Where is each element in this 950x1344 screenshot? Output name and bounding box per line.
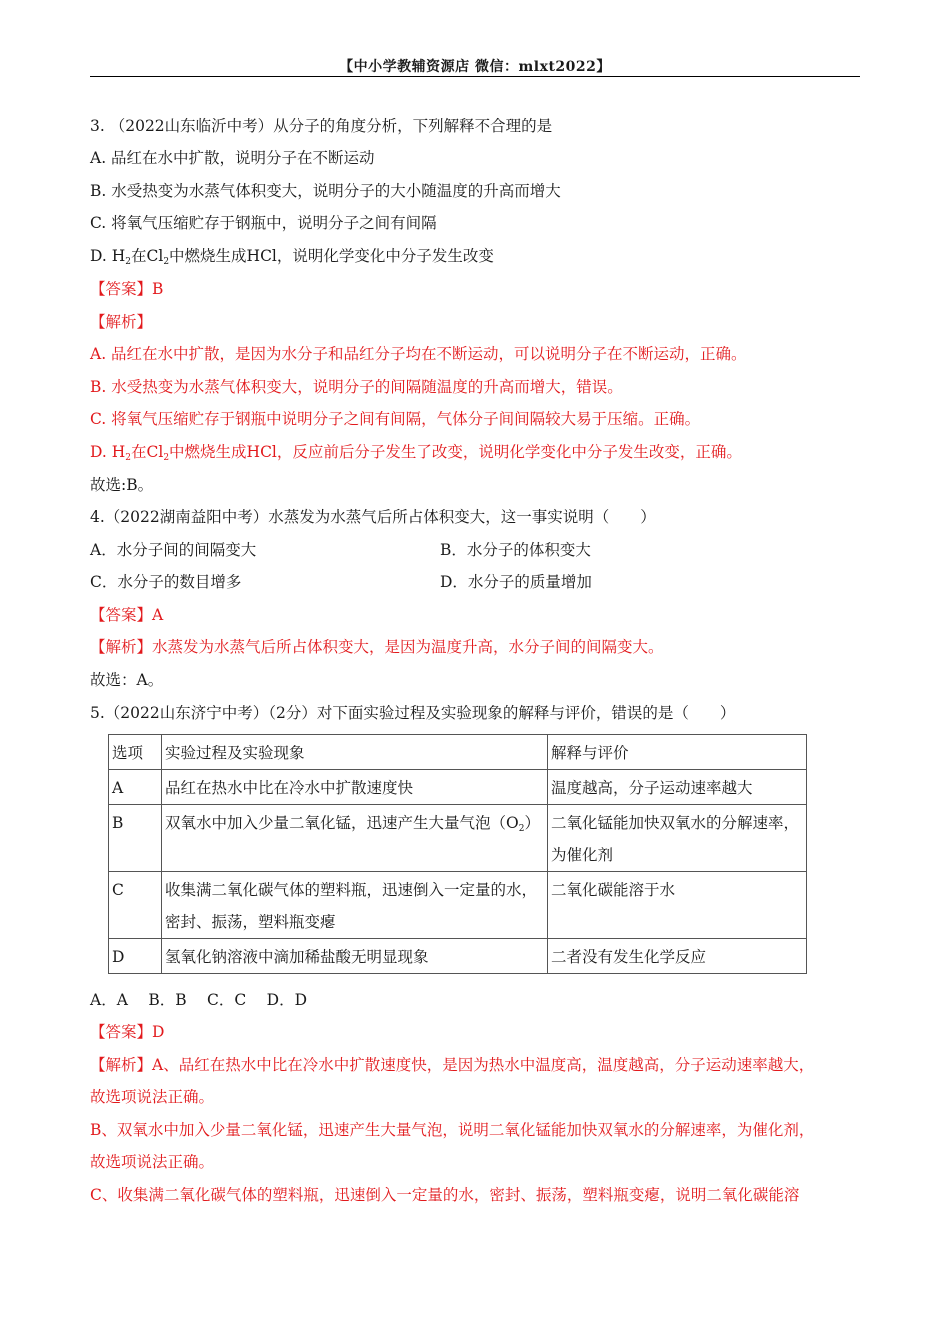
header-rule <box>90 76 860 77</box>
q4-option-d: D．水分子的质量增加 <box>440 573 592 591</box>
table-header-option: 选项 <box>109 735 162 770</box>
q5-analysis-b: B、双氧水中加入少量二氧化锰，迅速产生大量气泡，说明二氧化锰能加快双氧水的分解速率，为催化剂， <box>90 1121 815 1139</box>
q4-option-b: B．水分子的体积变大 <box>440 541 591 559</box>
table-header-row <box>109 735 807 770</box>
q3-explain-a: A. 品红在水中扩散，是因为水分子和品红分子均在不断运动，可以说明分子在不断运动，正确。 <box>90 345 747 363</box>
q5-analysis-a: 【解析】A、品红在热水中比在冷水中扩散速度快，是因为热水中温度高，温度越高，分子运动速率越大， <box>90 1056 815 1074</box>
q5-analysis-b-cont: 故选项说法正确。 <box>90 1153 215 1171</box>
table-cell-option: C <box>109 872 162 939</box>
table-cell-process: 收集满二氧化碳气体的塑料瓶，迅速倒入一定量的水，密封、振荡，塑料瓶变瘪 <box>162 872 548 939</box>
q4-conclusion: 故选：A。 <box>90 671 164 689</box>
table-row <box>109 805 807 872</box>
q3-option-a: A. 品红在水中扩散，说明分子在不断运动 <box>90 149 375 167</box>
q3-option-c: C. 将氧气压缩贮存于钢瓶中，说明分子之间有间隔 <box>90 214 437 232</box>
table-cell-option: B <box>109 805 162 872</box>
table-cell-process: 品红在热水中比在冷水中扩散速度快 <box>162 770 548 805</box>
q3-analysis-tag: 【解析】 <box>90 313 153 331</box>
table-cell-evaluation: 二氧化碳能溶于水 <box>548 872 807 939</box>
q3-option-d: D. $H_2$在$Cl_2$中燃烧生成HCl，说明化学变化中分子发生改变 <box>90 247 494 267</box>
q3-explain-c: C. 将氧气压缩贮存于钢瓶中说明分子之间有间隔，气体分子间间隔较大易于压缩。正确。 <box>90 410 701 428</box>
table-row <box>109 770 807 805</box>
table-header-evaluation: 解释与评价 <box>548 735 807 770</box>
q3-explain-d: D. $H_2$在$Cl_2$中燃烧生成HCl，反应前后分子发生了改变，说明化学变化中分子发生改变，正确。 <box>90 443 742 463</box>
page-header: 【中小学教辅资源店 微信：mlxt2022】 <box>339 59 611 75</box>
table-header-process: 实验过程及实验现象 <box>162 735 548 770</box>
q5-stem: 5.（2022山东济宁中考）（2分）对下面实验过程及实验现象的解释与评价，错误的是（ ） <box>90 704 736 722</box>
table-cell-evaluation: 温度越高，分子运动速率越大 <box>548 770 807 805</box>
q3-stem: 3. （2022山东临沂中考）从分子的角度分析，下列解释不合理的是 <box>90 117 553 135</box>
q4-analysis: 【解析】水蒸发为水蒸气后所占体积变大，是因为温度升高，水分子间的间隔变大。 <box>90 638 664 656</box>
q5-choices: A．A B．B C．C D．D <box>90 991 308 1009</box>
q4-answer: 【答案】A <box>90 606 164 624</box>
table-row <box>109 939 807 974</box>
table-cell-process: 双氧水中加入少量二氧化锰，迅速产生大量气泡$(O_2)$ <box>162 805 548 872</box>
q3-conclusion: 故选:B。 <box>90 476 154 494</box>
q4-option-a: A．水分子间的间隔变大 <box>90 541 257 559</box>
q5-table <box>108 734 807 974</box>
q3-explain-b: B. 水受热变为水蒸气体积变大，说明分子的间隔随温度的升高而增大，错误。 <box>90 378 623 396</box>
table-cell-evaluation: 二者没有发生化学反应 <box>548 939 807 974</box>
q5-answer: 【答案】D <box>90 1023 165 1041</box>
table-cell-process: 氢氧化钠溶液中滴加稀盐酸无明显现象 <box>162 939 548 974</box>
q3-answer: 【答案】B <box>90 280 164 298</box>
q3-option-b: B. 水受热变为水蒸气体积变大，说明分子的大小随温度的升高而增大 <box>90 182 561 200</box>
table-cell-evaluation: 二氧化锰能加快双氧水的分解速率，为催化剂 <box>548 805 807 872</box>
q5-analysis-a-cont: 故选项说法正确。 <box>90 1088 215 1106</box>
q4-stem: 4.（2022湖南益阳中考）水蒸发为水蒸气后所占体积变大，这一事实说明（ ） <box>90 508 656 526</box>
table-row <box>109 872 807 939</box>
table-cell-option: A <box>109 770 162 805</box>
q5-analysis-c: C、收集满二氧化碳气体的塑料瓶，迅速倒入一定量的水，密封、振荡，塑料瓶变瘪，说明二氧化碳能溶 <box>90 1186 800 1204</box>
table-cell-option: D <box>109 939 162 974</box>
q4-option-c: C．水分子的数目增多 <box>90 573 242 591</box>
